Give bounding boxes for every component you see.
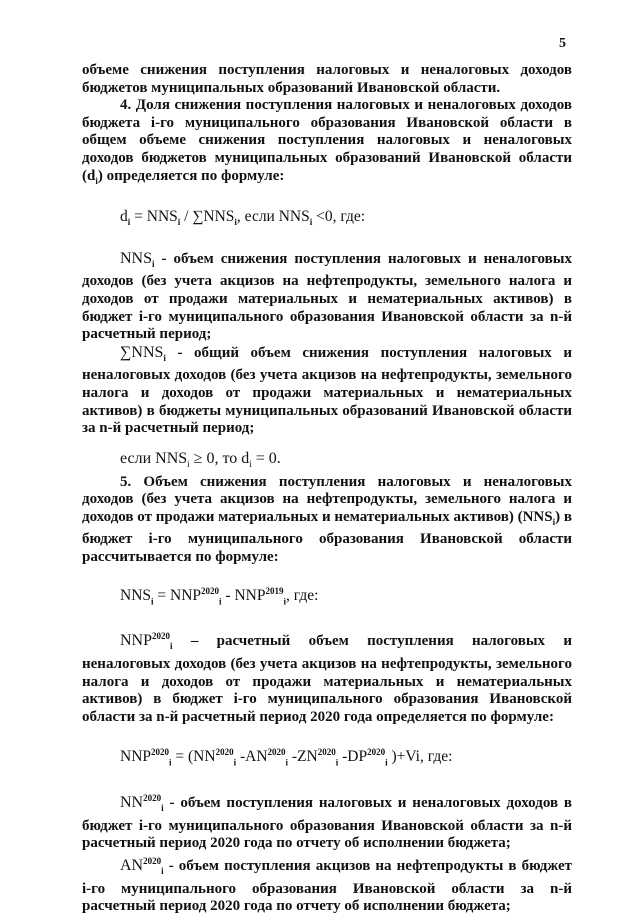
page-number: 5 [559,36,566,51]
paragraph-5: 5. Объем снижения поступления налоговых и неналоговых доходов (без учета акцизов на нефтепродукты, земельного налога и доходов от продажи материальных и нематериальных активов) $(NNS_i)$ в бюджет i-го муниципального образования Ивановской области рассчитывается по формуле: [82,473,572,565]
formula-nns: $NNS_i = NNP^{2020}_i - NNP^{2019}_i$, где: [120,585,319,606]
paragraph-4: 4. Доля снижения поступления налоговых и неналоговых доходов бюджета i-го муниципального образования Ивановской области в общем объеме снижения поступления налоговых и неналоговых доходов бюджетов муниципальных образований Ивановской области $(d_i)$ определяется по формуле: [82,97,572,186]
document-body [82,62,572,916]
formula-nnp: $NNP^{2020}_i = (NN^{2020}_i$ $-AN^{2020}_i$ $-ZN^{2020}_i$ $-DP^{2020}_i$ )+Vi, где: [120,747,453,768]
formula-share: $d_i = NNS_i / \sum NNS_i$, если $NNS_i <0$, где: [120,208,366,228]
definition-nn: $NN^{2020}_i$ - объем поступления налоговых и неналоговых доходов в бюджет i-го муниципального образования Ивановской области за n-й расчетный период 2020 года по отчету об исполнении бюджета; [82,793,572,852]
condition-zero: если $NNS_i \ge 0$, то $d_i = 0$. [120,449,281,469]
paragraph-continued: объеме снижения поступления налоговых и неналоговых доходов бюджетов муниципальных образований Ивановской области. [82,62,572,96]
definition-nns: $NNS_i$ - объем снижения поступления налоговых и неналоговых доходов (без учета акцизов на нефтепродукты, земельного налога и доходов от продажи материальных и нематериальных активов) в бюджет i-го муниципального образования Ивановской области за n-й расчетный период; [82,249,572,343]
definition-sum-nns: $\sum NNS_i$ - общий объем снижения поступления налоговых и неналоговых доходов (без учета акцизов на нефтепродукты, земельного налога и доходов от продажи материальных и нематериальных активов) в бюджеты муниципальных образований Ивановской области за n-й расчетный период; [82,343,572,437]
definition-nnp: $NNP^{2020}_i$ – расчетный объем поступления налоговых и неналоговых доходов (без учета акцизов на нефтепродукты, земельного налога и доходов от продажи материальных и нематериальных активов) в бюджет i-го муниципального образования Ивановской области за n-й расчетный период 2020 года определяется по формуле: [82,631,572,725]
definition-an: $AN^{2020}_i$ - объем поступления акцизов на нефтепродукты в бюджет i-го муниципального образования Ивановской области за n-й расчетный период 2020 года по отчету об исполнении бюджета; [82,855,572,915]
